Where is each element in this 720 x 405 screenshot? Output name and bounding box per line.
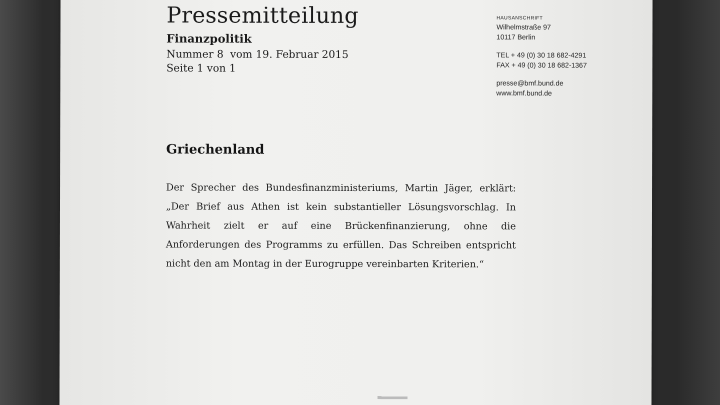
page-mark	[377, 396, 407, 399]
address-tel: TEL + 49 (0) 30 18 682-4291	[496, 52, 587, 60]
address-spacer	[496, 71, 587, 79]
address-fax: FAX + 49 (0) 30 18 682-1367	[496, 62, 587, 70]
document-page: Seite 1 von 1	[166, 62, 236, 75]
document-meta	[166, 48, 348, 76]
document-number: Nummer 8 vom 19. Februar 2015	[166, 48, 349, 61]
section-heading: Griechenland	[166, 142, 265, 158]
address-label: HAUSANSCHRIFT	[496, 15, 543, 22]
address-block	[496, 14, 587, 99]
document-title: Pressemitteilung	[166, 3, 359, 30]
document-subtitle: Finanzpolitik	[166, 31, 252, 46]
statement-paragraph: Der Sprecher des Bundesfinanzministeriums, Martin Jäger, erklärt: „Der Brief aus Athen ist kein substantieller Lösungsvorschlag. In Wahrheit zielt er auf eine Brückenfinanzierung, ohne die Anforderungen des Programms zu erfüllen. Das Schreiben entspricht nicht den am Montag in der Eurogruppe vereinbarten Kriterien.“	[165, 182, 517, 271]
address-web: www.bmf.bund.de	[496, 90, 552, 98]
address-city: 10117 Berlin	[496, 34, 536, 42]
address-spacer	[496, 43, 587, 51]
press-release-page	[59, 0, 652, 405]
address-email: presse@bmf.bund.de	[496, 80, 564, 88]
address-street: Wilhelmstraße 97	[496, 24, 551, 32]
